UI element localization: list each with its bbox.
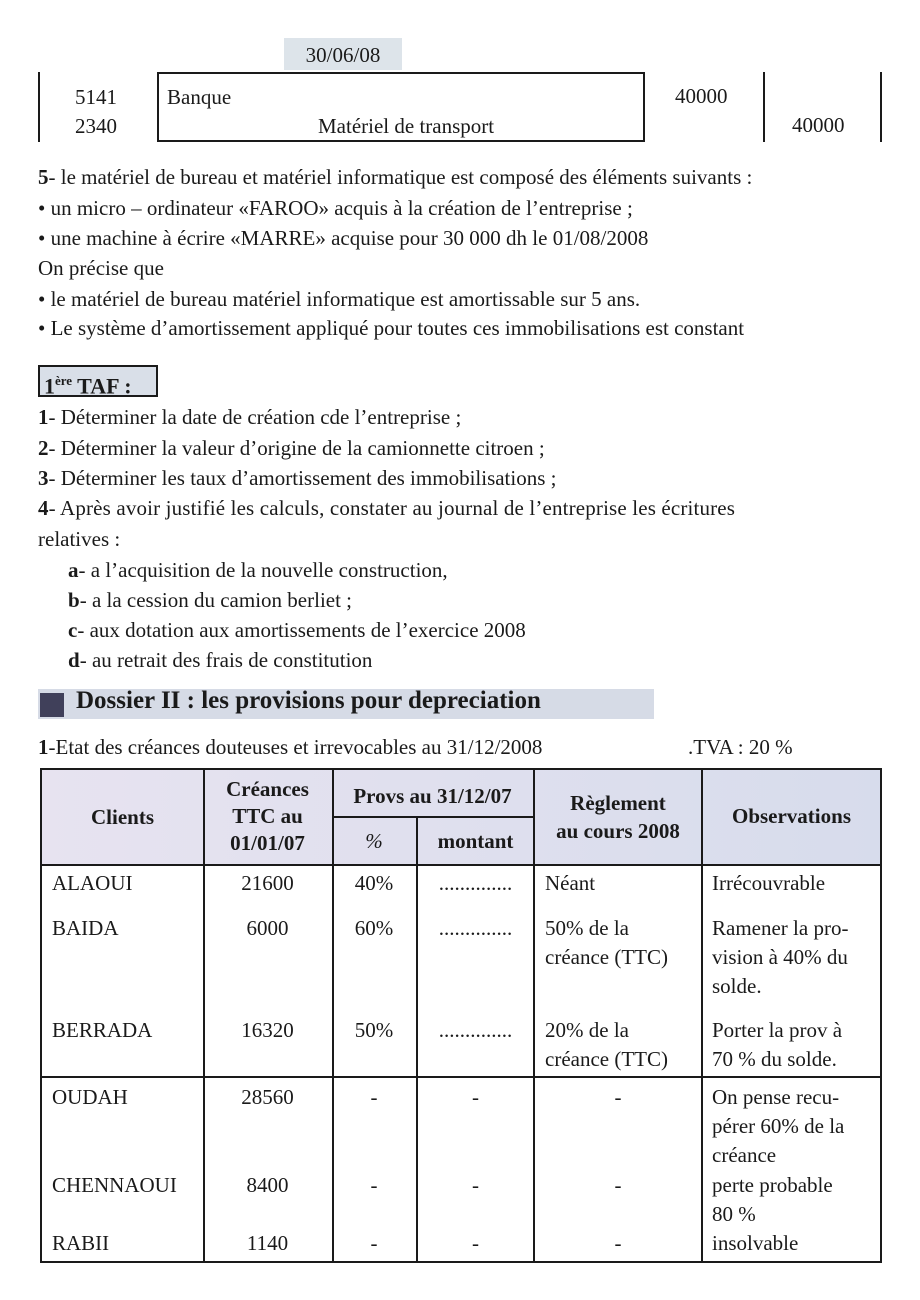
etat-line: 1‑Etat des créances douteuses et irrevocables au 31/12/2008 <box>38 735 543 759</box>
taf-sub-d: d‑ au retrait des frais de constitution <box>68 648 373 672</box>
row2-client: BAIDA <box>52 916 119 940</box>
taf-question-3: 3‑ Déterminer les taux d’amortissement des immobilisations ; <box>38 466 557 490</box>
header-pct: % <box>365 829 383 853</box>
row6-montant: - <box>472 1231 479 1255</box>
col-rule-5 <box>701 770 703 1261</box>
row5-observation-2: 80 % <box>712 1202 756 1226</box>
row3-montant: .............. <box>438 1018 513 1042</box>
taf-sub-c-letter: c <box>68 618 78 642</box>
point5-intro-text: le matériel de bureau et matériel informatique est composé des éléments suivants : <box>55 165 753 189</box>
credit-amount: 40000 <box>792 113 845 137</box>
row6-pct: - <box>370 1231 378 1255</box>
taf-sub-b-letter: b <box>68 588 80 612</box>
row2-reglement-1: 50% de la <box>545 916 629 940</box>
row3-observation-2: 70 % du solde. <box>712 1047 837 1071</box>
header-montant: montant <box>437 829 514 853</box>
row4-observation-1: On pense recu- <box>712 1085 840 1109</box>
row5-client: CHENNAOUI <box>52 1173 177 1197</box>
taf-q4-num: 4 <box>38 496 49 520</box>
row6-observation: insolvable <box>712 1231 799 1255</box>
row3-reglement-1: 20% de la <box>545 1018 629 1042</box>
credit-label: Matériel de transport <box>318 114 495 138</box>
journal-left-rule <box>38 72 40 142</box>
dossier-square-icon <box>40 693 64 717</box>
row1-creance: 21600 <box>241 871 294 895</box>
taf-q2-text: Déterminer la valeur d’origine de la camionnette citroen ; <box>55 436 545 460</box>
row3-creance: 16320 <box>241 1018 294 1042</box>
taf-question-4: 4‑ Après avoir justifié les calculs, constater au journal de l’entreprise les écritures <box>38 496 736 520</box>
row2-creance: 6000 <box>246 916 289 940</box>
taf-num: 1 <box>44 373 55 399</box>
taf-label: TAF : <box>72 373 132 399</box>
row1-reglement: Néant <box>545 871 596 895</box>
point5-intro: 5‑ le matériel de bureau et matériel informatique est composé des éléments suivants : <box>38 165 753 189</box>
header-creances-1: Créances <box>226 777 309 801</box>
row3-observation-1: Porter la prov à <box>712 1018 843 1042</box>
taf-question-4-cont: relatives : <box>38 527 121 551</box>
row2-montant: .............. <box>438 916 513 940</box>
taf-sub-d-text: au retrait des frais de constitution <box>86 648 373 672</box>
row5-montant: - <box>472 1173 479 1197</box>
row2-observation-3: solde. <box>712 974 762 998</box>
taf-sub-d-letter: d <box>68 648 80 672</box>
etat-text: Etat des créances douteuses et irrevocables au 31/12/2008 <box>55 735 543 759</box>
row6-reglement: - <box>614 1231 622 1255</box>
row2-reglement-2: créance (TTC) <box>545 945 668 969</box>
point5-note-2: • Le système d’amortissement appliqué pour toutes ces immobilisations est constant <box>38 316 745 340</box>
row2-observation-1: Ramener la pro- <box>712 916 849 940</box>
debit-account: 5141 <box>75 85 117 109</box>
debit-label: Banque <box>167 85 232 109</box>
journal-mid-rule <box>763 72 765 142</box>
group-separator <box>42 1076 880 1078</box>
taf-question-1: 1‑ Déterminer la date de création cde l’entreprise ; <box>38 405 462 429</box>
tva-note: .TVA : 20 % <box>688 735 793 759</box>
point5-item-1: • un micro – ordinateur «FAROO» acquis à la création de l’entreprise ; <box>38 196 633 220</box>
taf-sub-c-text: aux dotation aux amortissements de l’exercice 2008 <box>84 618 526 642</box>
row4-montant: - <box>472 1085 479 1109</box>
taf-q2-num: 2 <box>38 436 49 460</box>
dossier-title: Dossier II : les provisions pour depreciation <box>76 687 541 714</box>
row4-pct: - <box>370 1085 378 1109</box>
provs-sub-rule <box>332 816 533 818</box>
credit-account: 2340 <box>75 114 117 138</box>
header-creances-2: TTC au <box>232 804 303 828</box>
row1-pct: 40% <box>354 871 394 895</box>
journal-right-rule <box>880 72 882 142</box>
header-creances-3: 01/01/07 <box>230 831 305 855</box>
point5-item-2: • une machine à écrire «MARRE» acquise pour 30 000 dh le 01/08/2008 <box>38 226 649 250</box>
taf-sub-a-text: a l’acquisition de la nouvelle construction, <box>85 558 448 582</box>
row4-observation-2: pérer 60% de la <box>712 1114 845 1138</box>
header-clients: Clients <box>91 805 154 829</box>
header-provs: Provs au 31/12/07 <box>353 784 512 808</box>
point5-note-1: • le matériel de bureau matériel informatique est amortissable sur 5 ans. <box>38 287 641 311</box>
row2-observation-2: vision à 40% du <box>712 945 848 969</box>
row2-pct: 60% <box>354 916 394 940</box>
header-reglement-1: Règlement <box>570 791 666 815</box>
taf-sub-b-text: a la cession du camion berliet ; <box>86 588 353 612</box>
row5-pct: - <box>370 1173 378 1197</box>
taf-heading <box>38 365 158 397</box>
row4-creance: 28560 <box>241 1085 294 1109</box>
row4-observation-3: créance <box>712 1143 777 1167</box>
debit-amount: 40000 <box>675 84 728 108</box>
taf-sub-b: b‑ a la cession du camion berliet ; <box>68 588 353 612</box>
taf-q1-num: 1 <box>38 405 49 429</box>
taf-sup: ère <box>55 373 73 388</box>
row4-reglement: - <box>614 1085 622 1109</box>
taf-sub-a: a‑ a l’acquisition de la nouvelle construction, <box>68 558 448 582</box>
journal-date: 30/06/08 <box>284 38 402 70</box>
taf-q4-text: Après avoir justifié les calculs, constater au journal de l’entreprise les écritures <box>55 496 736 520</box>
row5-observation-1: perte probable <box>712 1173 833 1197</box>
row3-pct: 50% <box>354 1018 394 1042</box>
row1-client: ALAOUI <box>52 871 133 895</box>
row1-observation: Irrécouvrable <box>712 871 826 895</box>
creances-table <box>40 768 882 1263</box>
header-observations: Observations <box>731 804 851 828</box>
taf-q3-num: 3 <box>38 466 49 490</box>
row6-client: RABII <box>52 1231 110 1255</box>
taf-q3-text: Déterminer les taux d’amortissement des immobilisations ; <box>55 466 557 490</box>
point5-num: 5 <box>38 165 49 189</box>
row3-reglement-2: créance (TTC) <box>545 1047 668 1071</box>
row4-client: OUDAH <box>52 1085 128 1109</box>
point5-precise: On précise que <box>38 256 164 280</box>
row6-creance: 1140 <box>246 1231 289 1255</box>
taf-sub-a-letter: a <box>68 558 79 582</box>
row5-creance: 8400 <box>246 1173 289 1197</box>
taf-question-2: 2‑ Déterminer la valeur d’origine de la camionnette citroen ; <box>38 436 545 460</box>
row3-client: BERRADA <box>52 1018 153 1042</box>
taf-sub-c: c‑ aux dotation aux amortissements de l’exercice 2008 <box>68 618 526 642</box>
taf-q1-text: Déterminer la date de création cde l’entreprise ; <box>55 405 462 429</box>
header-reglement-2: au cours 2008 <box>556 819 680 843</box>
row5-reglement: - <box>614 1173 622 1197</box>
etat-num: 1 <box>38 735 49 759</box>
row1-montant: .............. <box>438 871 513 895</box>
